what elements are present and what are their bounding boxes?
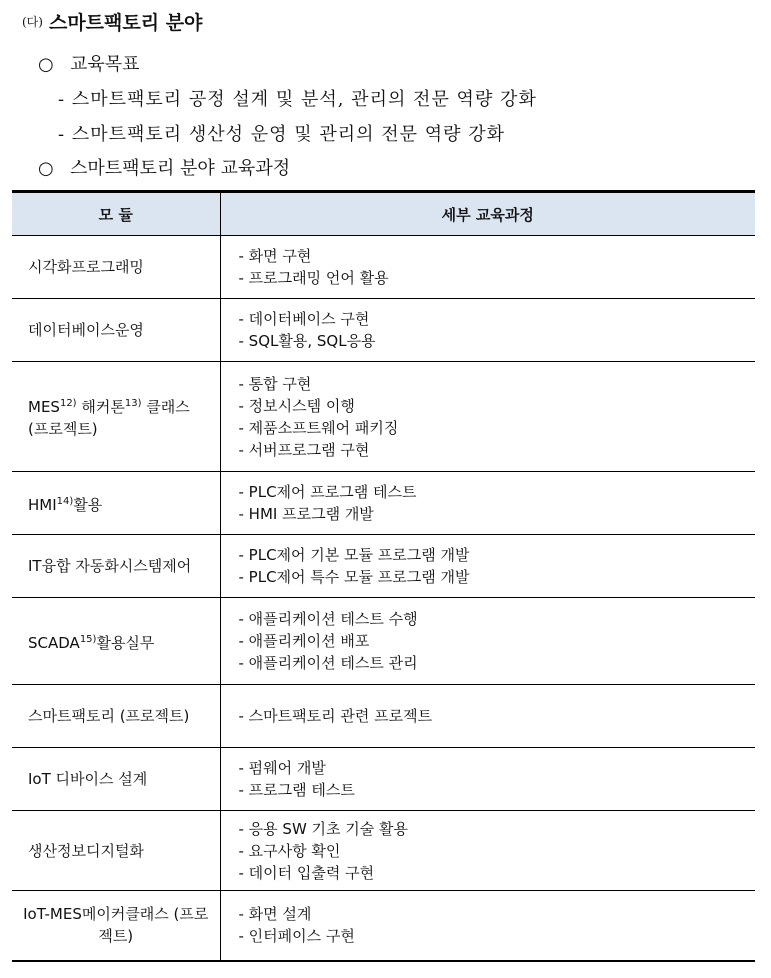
goal-item: - 스마트팩토리 공정 설계 및 분석, 관리의 전문 역량 강화 [58, 89, 537, 110]
details-cell [220, 236, 755, 299]
detail-item: - 스마트팩토리 관련 프로젝트 [238, 707, 433, 725]
detail-item: - PLC제어 특수 모듈 프로그램 개발 [238, 568, 470, 586]
section-marker: (다) [22, 15, 43, 29]
footnote-ref: 13) [124, 398, 142, 409]
details-cell [220, 748, 755, 811]
module-cell: IoT 디바이스 설계 [12, 748, 220, 811]
table-row [12, 598, 755, 685]
table-row [12, 299, 755, 362]
module-cell: MES$^{12)}$ 해커톤$^{13)}$ 클래스 (프로젝트) [12, 362, 220, 472]
module-cell: 시각화프로그래밍 [12, 236, 220, 299]
detail-item: - 서버프로그램 구현 [238, 440, 370, 459]
table-row [12, 811, 755, 891]
table-row [12, 362, 755, 472]
detail-item: - 데이터베이스 구현 [238, 310, 370, 328]
detail-item: - PLC제어 기본 모듈 프로그램 개발 [238, 546, 470, 564]
footnote-ref: 15) [79, 633, 97, 645]
curriculum-bullet [38, 154, 290, 180]
detail-item: - 화면 설계 [238, 905, 312, 924]
footnote-ref: 14) [56, 495, 74, 507]
module-cell: 스마트팩토리 (프로젝트) [12, 685, 220, 748]
detail-item: - 제품소프트웨어 패키징 [238, 418, 399, 437]
goals-label: 교육목표 [70, 54, 140, 75]
section-title-text: 스마트팩토리 분야 [48, 12, 203, 34]
module-cell: 생산정보디지털화 [12, 811, 220, 891]
detail-item: - 펌웨어 개발 [238, 759, 326, 777]
details-cell [220, 362, 755, 472]
detail-item: - 정보시스템 이행 [238, 396, 355, 415]
detail-item: - 데이터 입출력 구현 [238, 863, 375, 882]
details-cell [220, 598, 755, 685]
details-cell [220, 685, 755, 748]
table-row [12, 236, 755, 299]
curriculum-label: 스마트팩토리 분야 교육과정 [70, 158, 291, 179]
detail-item: - 프로그램 테스트 [238, 781, 355, 799]
detail-item: - HMI 프로그램 개발 [238, 505, 374, 523]
module-cell: HMI$^{14)}$활용 [12, 472, 220, 535]
details-cell [220, 472, 755, 535]
goal-item: - 스마트팩토리 생산성 운영 및 관리의 전문 역량 강화 [58, 124, 506, 145]
header-module: 모 듈 [12, 192, 220, 236]
goals-bullet [38, 50, 140, 76]
detail-item: - 인터페이스 구현 [238, 927, 355, 946]
header-details: 세부 교육과정 [220, 192, 755, 236]
details-cell [220, 811, 755, 891]
detail-item: - PLC제어 프로그램 테스트 [238, 483, 417, 501]
table-row [12, 891, 755, 961]
module-cell: SCADA$^{15)}$활용실무 [12, 598, 220, 685]
table-row [12, 748, 755, 811]
module-cell: IoT-MES메이커클래스 (프로젝트) [12, 891, 220, 961]
detail-item: - 프로그래밍 언어 활용 [238, 269, 389, 287]
table-header-row [12, 192, 755, 236]
detail-item: - 통합 구현 [238, 374, 312, 393]
table-row [12, 472, 755, 535]
module-cell: 데이터베이스운영 [12, 299, 220, 362]
footnote-ref: 12) [59, 398, 77, 409]
table-row [12, 685, 755, 748]
detail-item: - 화면 구현 [238, 247, 312, 265]
detail-item: - 애플리케이션 테스트 수행 [238, 610, 418, 628]
table-row [12, 535, 755, 598]
circle-bullet-icon: ○ [38, 54, 54, 75]
detail-item: - 애플리케이션 테스트 관리 [238, 654, 418, 672]
detail-item: - 요구사항 확인 [238, 841, 341, 860]
detail-item: - 응용 SW 기초 기술 활용 [238, 819, 409, 838]
circle-bullet-icon: ○ [38, 158, 54, 179]
curriculum-table [12, 190, 755, 962]
details-cell [220, 891, 755, 961]
detail-item: - SQL활용, SQL응용 [238, 332, 376, 350]
details-cell [220, 535, 755, 598]
details-cell [220, 299, 755, 362]
module-cell: IT융합 자동화시스템제어 [12, 535, 220, 598]
detail-item: - 애플리케이션 배포 [238, 632, 370, 650]
section-title [22, 8, 202, 35]
